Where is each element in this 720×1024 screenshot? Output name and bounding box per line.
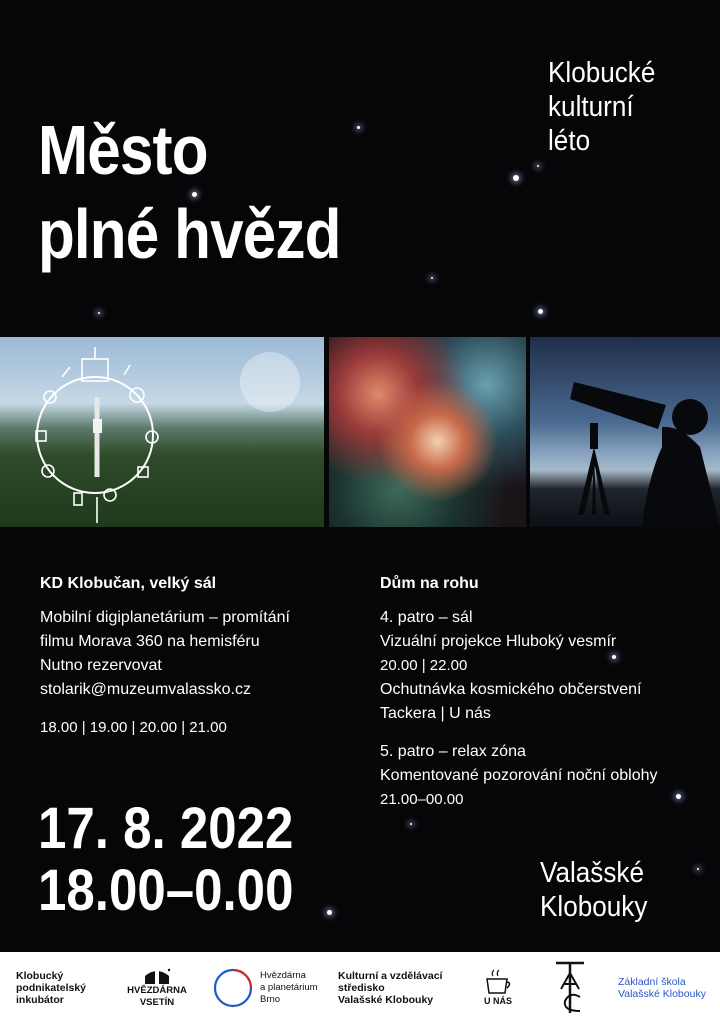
partner-logos-footer [0,952,720,1024]
logo-2-text: HVĚZDÁRNA VSETÍN [127,985,187,1008]
logo-u-nas [474,952,522,1024]
logo-hvezdarna-vsetin [122,952,192,1024]
nebula-photo [329,337,526,527]
event-time: 18.00–0.00 [38,858,294,923]
venue-2-info [380,572,710,812]
logo-1-text: Klobucký podnikatelský inkubátor [16,970,87,1006]
venue-2-heading: Dům na rohu [380,575,479,592]
floor-5-times: 21.00–00.00 [380,791,464,808]
star [431,277,433,279]
venue-1-email: stolarik@muzeumvalassko.cz [40,681,251,698]
venue-1-line: Nutno rezervovat [40,657,162,674]
event-date [38,798,293,922]
star [327,910,332,915]
landscape-photo [0,337,324,527]
venue-1-line: filmu Morava 360 na hemisféru [40,633,260,650]
poster-title [38,108,340,276]
logo-zakladni-skola [618,952,718,1024]
venue-1-info [40,572,360,740]
festival-line-3: léto [548,125,591,157]
star [357,126,360,129]
logo-podnikatelsky-inkubator [16,952,106,1024]
star [537,165,539,167]
logo-hvezdarna-brno [212,952,322,1024]
floor-4-line: Tackera | U nás [380,705,491,722]
venue-1-heading: KD Klobučan, velký sál [40,575,217,592]
star [538,309,543,314]
photo-strip [0,337,720,527]
town-line-1: Valašské [540,857,644,889]
town-name [540,856,647,924]
star [98,312,100,314]
coffee-cup-icon [483,969,513,995]
festival-line-2: kulturní [548,91,634,123]
star [513,175,519,181]
venue-1-line: Mobilní digiplanetárium – promítání [40,609,290,626]
venue-1-times: 18.00 | 19.00 | 20.00 | 21.00 [40,719,227,736]
festival-line-1: Klobucké [548,57,656,89]
telescope-silhouette-icon [530,337,720,527]
logo-3-text: Hvězdárna a planetárium Brno [260,970,318,1005]
floor-4-times: 20.00 | 22.00 [380,657,468,674]
floor-4-line: Ochutnávka kosmického občerstvení [380,681,642,698]
tower-emblem-icon [0,337,324,527]
logo-4-text: Kulturní a vzdělávací středisko Valašské Klobouky [338,970,443,1006]
tac-monogram-icon [553,957,587,1019]
title-line-1: Město [38,111,208,189]
brno-circle-icon [212,967,254,1009]
town-line-2: Klobouky [540,891,648,923]
telescope-photo [530,337,720,527]
floor-5-line: 5. patro – relax zóna [380,743,526,760]
star [697,868,699,870]
floor-5-line: Komentované pozorování noční oblohy [380,767,658,784]
logo-5-text: U NÁS [483,996,512,1006]
logo-kvs-valasske-klobouky [338,952,463,1024]
observatory-icon [142,967,172,985]
logo-tac [550,952,590,1024]
logo-7-text: Základní škola Valašské Klobouky [618,976,706,1000]
event-day: 17. 8. 2022 [38,796,294,861]
title-line-2: plné hvězd [38,195,341,273]
floor-4-line: 4. patro – sál [380,609,473,626]
star [410,823,412,825]
floor-4-line: Vizuální projekce Hluboký vesmír [380,633,617,650]
festival-name [548,56,655,158]
